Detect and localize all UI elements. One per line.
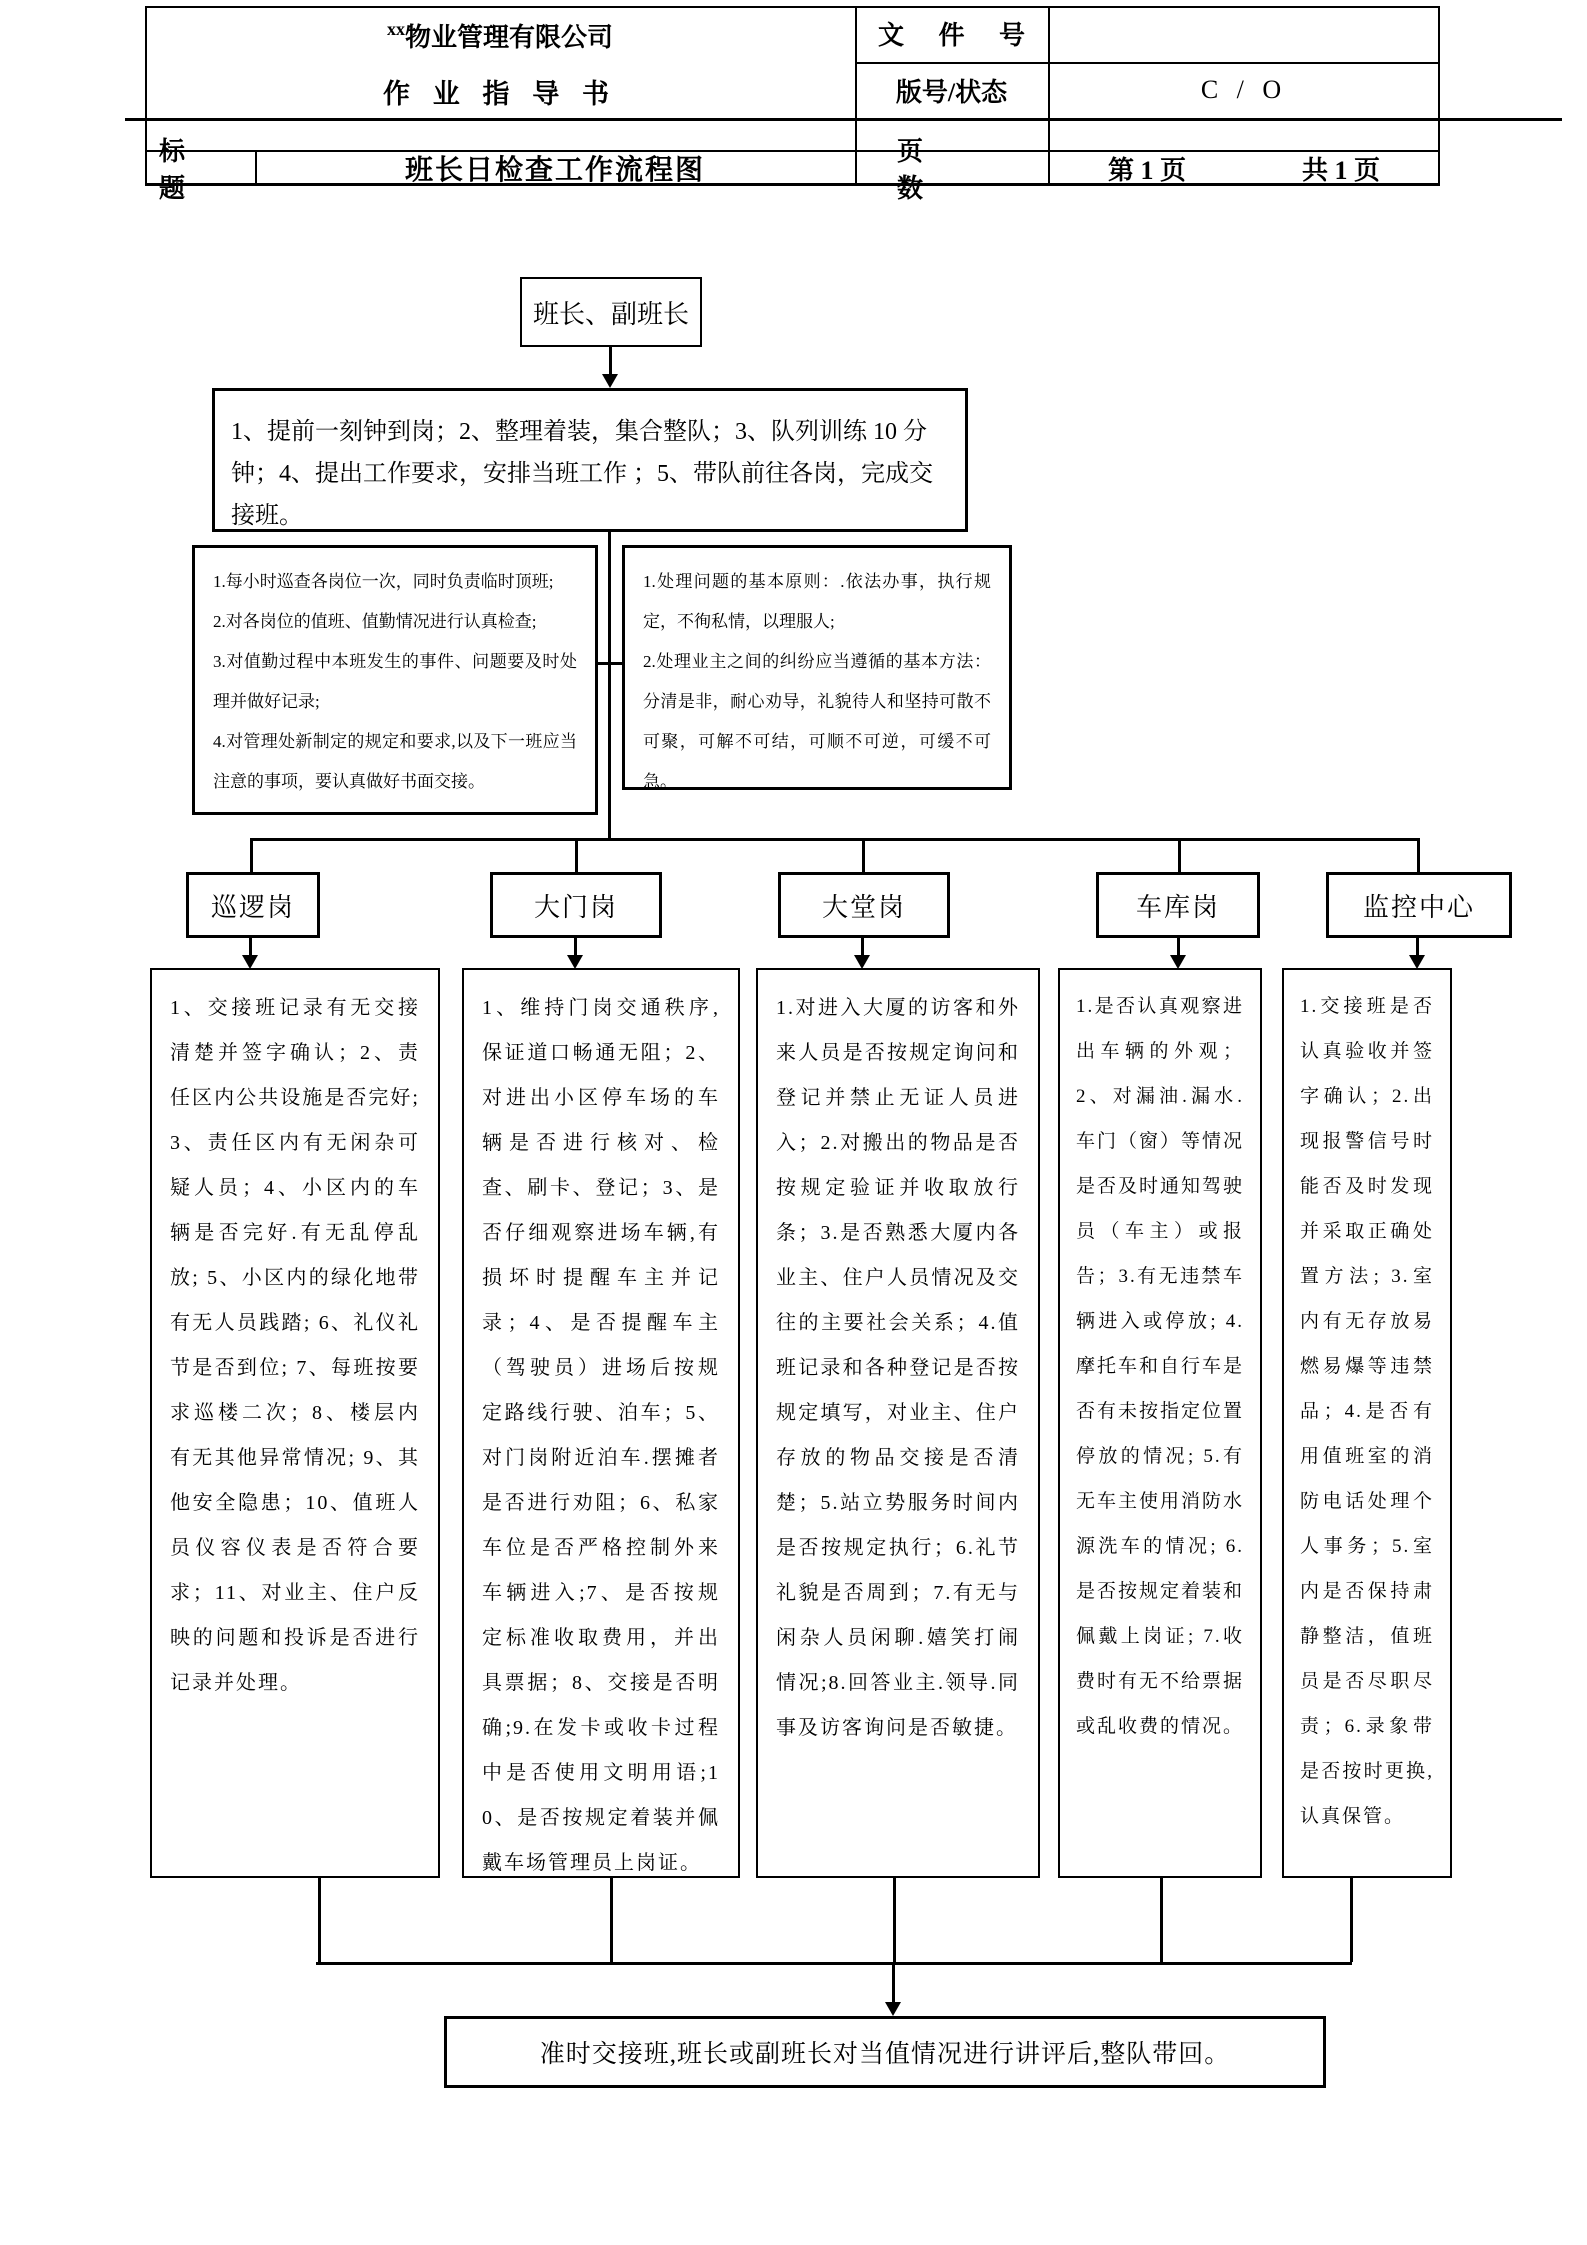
connector-line (574, 938, 577, 956)
branch-line (250, 838, 1420, 841)
post-label: 巡逻岗 (210, 892, 295, 922)
arrow-down-icon (885, 2002, 901, 2016)
bottom-merge-line (316, 1962, 1352, 1965)
bottom-stub (893, 1876, 896, 1962)
end-node-box (444, 2016, 1326, 2088)
post-checklist-box-gate (462, 968, 740, 1878)
briefing-text: 1、提前一刻钟到岗；2、整理着装，集合整队；3、队列训练 10 分钟；4、提出工作要求，安排当班工作 ；5、带队前往各岗，完成交接班。 (231, 419, 933, 529)
checklist-text: 1.是否认真观察进出车辆的外观；2、对漏油.漏水.车门（窗）等情况是否及时通知驾驶员（车主）或报告；3.有无违禁车辆进入或停放; 4.摩托车和自行车是否有未按指定位置停放的情况; 5.有无车主使用消防水源洗车的情况; 6.是否按规定着装和佩戴上岗证; 7.收费时有无不给票据或乱收费的情况。 (1076, 996, 1245, 1737)
branch-stub (575, 838, 578, 872)
principle-note-box (622, 545, 1012, 790)
note-item: 2.对各岗位的值班、值勤情况进行认真检查; (213, 612, 537, 631)
doc-no-label: 文 件 号 (877, 20, 1039, 50)
post-label-box-monitor (1326, 872, 1512, 938)
checklist-text: 1.对进入大厦的访客和外来人员是否按规定询问和登记并禁止无证人员进入；2.对搬出的物品是否按规定验证并收取放行条；3.是否熟悉大厦内各业主、住户人员情况及交往的主要社会关系；4.值班记录和各种登记是否按规定填写，对业主、住户存放的物品交接是否清楚；5.站立势服务时间内是否按规定执行；6.礼节礼貌是否周到；7.有无与闲杂人员闲聊.嬉笑打闹情况;8.回答业主.领导.同事及访客询问是否敏捷。 (776, 997, 1020, 1739)
post-label: 大堂岗 (821, 892, 906, 922)
note-item: 4.对管理处新制定的规定和要求,以及下一班应当注意的事项，要认真做好书面交接。 (213, 732, 577, 791)
post-label: 车库岗 (1135, 892, 1220, 922)
briefing-box (212, 388, 968, 532)
post-checklist-box-garage (1058, 968, 1262, 1878)
checklist-text: 1、维持门岗交通秩序,保证道口畅通无阻；2、对进出小区停车场的车辆是否进行核对、检查、刷卡、登记；3、是否仔细观察进场车辆,有损坏时提醒车主并记录；4、是否提醒车主（驾驶员）进场后按规定路线行驶、泊车；5、对门岗附近泊车.摆摊者是否进行劝阻；6、私家车位是否严格控制外来车辆进入;7、是否按规定标准收取费用，并出具票据；8、交接是否明确;9.在发卡或收卡过程中是否使用文明用语;10、是否按规定着装并佩戴车场管理员上岗证。 (482, 997, 720, 1874)
post-label: 监控中心 (1362, 892, 1475, 922)
note-item: 1.处理问题的基本原则：.依法办事，执行规定，不徇私情，以理服人; (643, 572, 991, 631)
doc-type-cell (147, 64, 853, 118)
page-current: 第 1 页 (1107, 155, 1186, 185)
bottom-stub (1160, 1876, 1163, 1962)
note-item: 3.对值勤过程中本班发生的事件、问题要及时处理并做好记录; (213, 652, 577, 711)
post-label-box-lobby (778, 872, 950, 938)
connector-line (609, 347, 612, 375)
arrow-down-icon (567, 955, 583, 969)
post-label-box-patrol (186, 872, 320, 938)
arrow-down-icon (854, 955, 870, 969)
checklist-text: 1、交接班记录有无交接清楚并签字确认；2、责任区内公共设施是否完好; 3、责任区内有无闲杂可疑人员；4、小区内的车辆是否完好.有无乱停乱放; 5、小区内的绿化地带有无人员践踏; 6、礼仪礼节是否到位; 7、每班按要求巡楼二次；8、楼层内有无其他异常情况; 9、其他安全隐患；10、值班人员仪容仪表是否符合要求；11、对业主、住户反映的问题和投诉是否进行记录并处理。 (170, 997, 420, 1694)
note-item: 1.每小时巡查各岗位一次，同时负责临时顶班; (213, 572, 554, 591)
title-label: 标 题 (159, 137, 198, 203)
bottom-stub (610, 1876, 613, 1962)
version-label-cell (857, 64, 1046, 116)
connector-line (892, 1962, 895, 2002)
branch-stub (862, 838, 865, 872)
pages-value-cell (1050, 151, 1438, 185)
company-cell (147, 8, 853, 62)
arrow-down-icon (1409, 955, 1425, 969)
version-value-cell (1050, 64, 1438, 116)
arrow-down-icon (242, 955, 258, 969)
post-label: 大门岗 (533, 892, 618, 922)
start-node-label: 班长、副班长 (532, 299, 689, 329)
page-total: 共 1 页 (1301, 155, 1380, 185)
version-value: C / O (1200, 75, 1288, 104)
main-connector-line (608, 532, 611, 838)
branch-stub (1417, 838, 1420, 872)
end-node-label: 准时交接班,班长或副班长对当值情况进行讲评后,整队带回。 (539, 2041, 1231, 2068)
start-node-box (520, 277, 702, 347)
note-item: 2.处理业主之间的纠纷应当遵循的基本方法：分清是非，耐心劝导，礼貌待人和坚持可散不可聚，可解不可结，可顺不可逆，可缓不可急。 (643, 652, 991, 791)
title-label-cell (147, 137, 253, 203)
post-checklist-box-patrol (150, 968, 440, 1878)
post-label-box-gate (490, 872, 662, 938)
doc-no-value-cell (1050, 8, 1438, 58)
arrow-down-icon (1170, 955, 1186, 969)
title-value-cell (257, 151, 853, 185)
company-name: 物业管理有限公司 (404, 22, 613, 52)
header-full-rule (125, 118, 1562, 121)
connector-line (861, 938, 864, 956)
doc-no-label-cell (857, 8, 1046, 58)
post-checklist-box-monitor (1282, 968, 1452, 1878)
branch-stub (1178, 838, 1181, 872)
doc-type-label: 作 业 指 导 书 (383, 78, 617, 109)
pages-label-cell (857, 137, 1046, 203)
version-label: 版号/状态 (895, 77, 1008, 107)
page-title: 班长日检查工作流程图 (404, 155, 705, 186)
company-prefix: xx (386, 18, 405, 39)
arrow-down-icon (602, 374, 618, 388)
branch-stub (250, 838, 253, 872)
pages-label: 页 数 (897, 137, 964, 203)
patrol-note-box (192, 545, 598, 815)
post-checklist-box-lobby (756, 968, 1040, 1878)
bottom-stub (1350, 1876, 1353, 1962)
connector-line (249, 938, 252, 956)
post-label-box-garage (1096, 872, 1260, 938)
bottom-stub (318, 1876, 321, 1962)
connector-line (1177, 938, 1180, 956)
connector-line (1416, 938, 1419, 956)
checklist-text: 1.交接班是否认真验收并签字确认；2.出现报警信号时能否及时发现并采取正确处置方法; 3.室内有无存放易燃易爆等违禁品；4.是否有用值班室的消防电话处理个人事务；5.室内是否保持肃静整洁，值班员是否尽职尽责；6.录象带是否按时更换,认真保管。 (1300, 996, 1434, 1827)
